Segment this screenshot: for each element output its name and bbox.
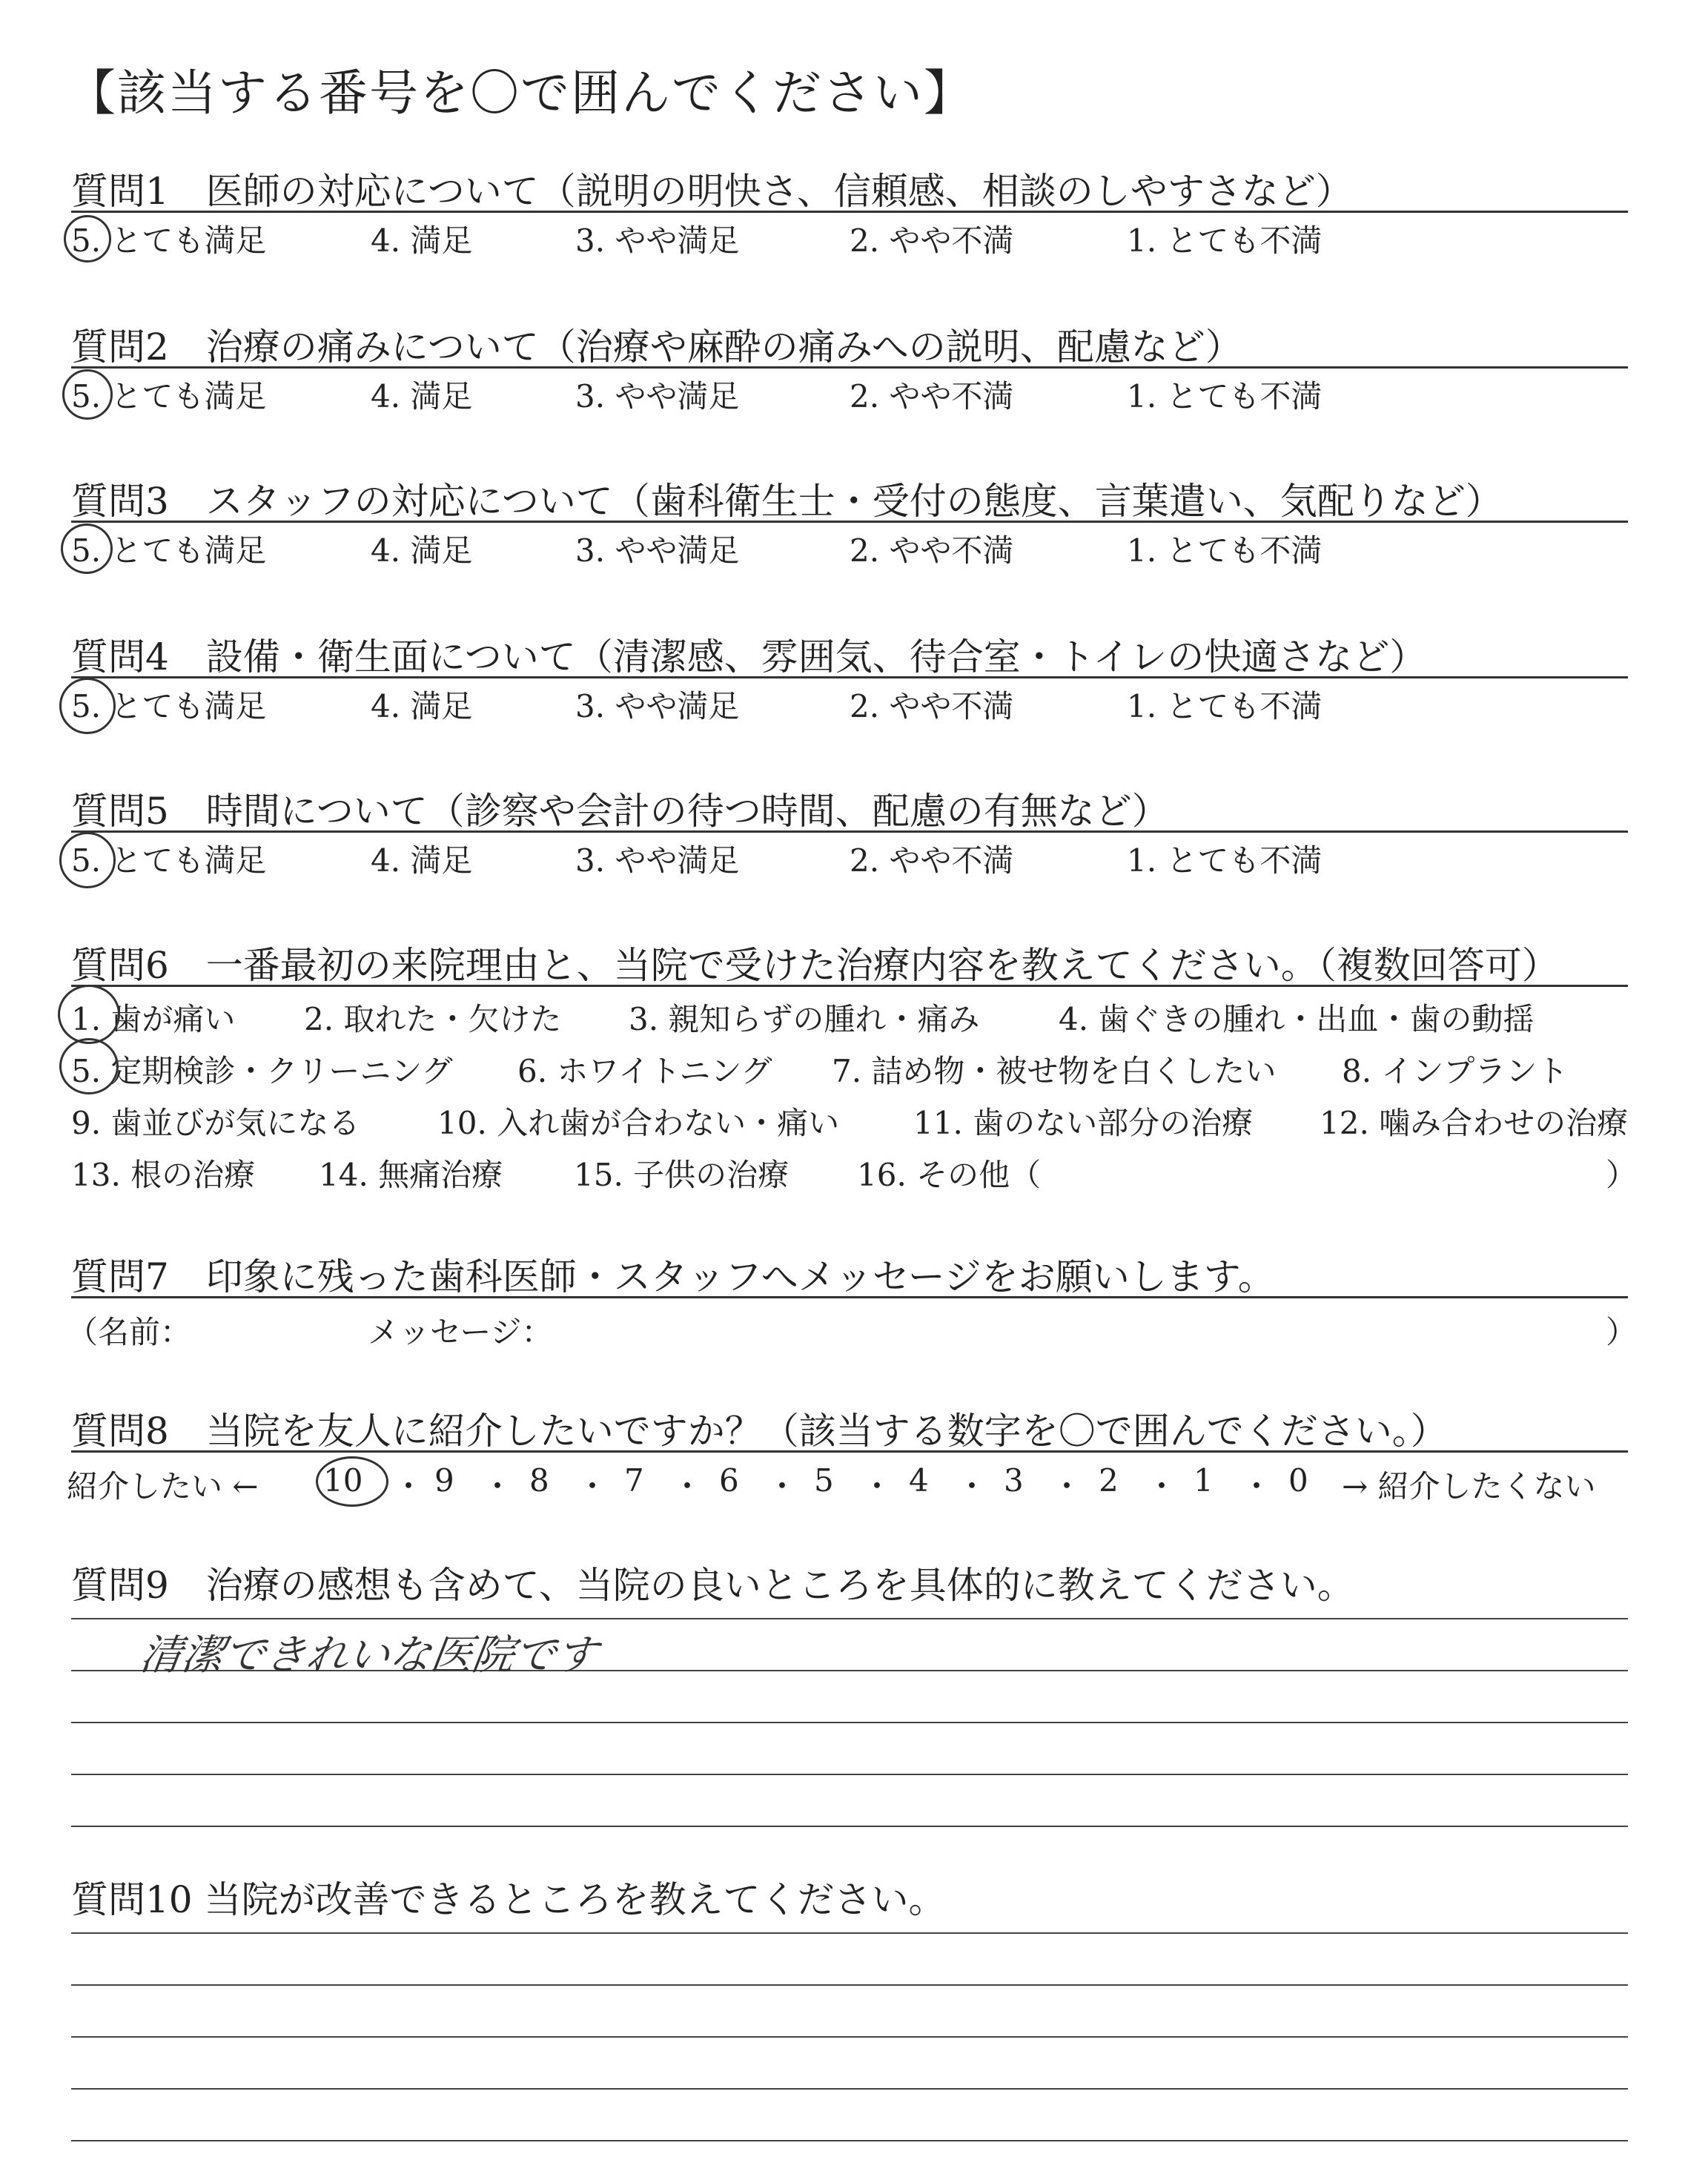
scale-separator: ・ (577, 1468, 609, 1505)
q6-option-2[interactable]: 2. 取れた・欠けた (304, 1001, 562, 1037)
handwritten-answer: 清潔できれいな医院です (136, 1631, 600, 1680)
scale-8[interactable]: 8 (529, 1462, 549, 1499)
q6-option-11[interactable]: 11. 歯のない部分の治療 (913, 1105, 1254, 1141)
message-label: メッセージ： (368, 1314, 553, 1350)
divider (71, 1296, 1628, 1298)
divider (71, 366, 1628, 369)
question-title: 質問7 印象に残った歯科医師・スタッフへメッセージをお願いします。 (71, 1255, 1275, 1298)
q6-option-16[interactable]: 16. その他（ (857, 1157, 1042, 1193)
q6-option-14[interactable]: 14. 無痛治療 (319, 1157, 503, 1193)
recommend-left-label: 紹介したい ← (67, 1468, 259, 1505)
name-label: （名前： (67, 1314, 192, 1350)
option-5[interactable]: 5. とても満足 (71, 378, 267, 415)
answer-line (71, 2088, 1628, 2090)
option-4[interactable]: 4. 満足 (371, 378, 473, 415)
answer-line (71, 1932, 1628, 1934)
q6-option-6[interactable]: 6. ホワイトニング (517, 1053, 772, 1089)
question-title: 質問1 医師の対応について（説明の明快さ、信頼感、相談のしやすさなど） (71, 170, 1353, 213)
question-title: 質問2 治療の痛みについて（治療や麻酔の痛みへの説明、配慮など） (71, 326, 1242, 369)
scale-3[interactable]: 3 (1004, 1462, 1024, 1499)
option-3[interactable]: 3. やや満足 (575, 688, 740, 724)
option-1[interactable]: 1. とても不満 (1127, 222, 1323, 259)
divider (71, 521, 1628, 523)
option-3[interactable]: 3. やや満足 (575, 222, 740, 259)
q6-option-8[interactable]: 8. インプラント (1342, 1053, 1569, 1089)
recommend-right-label: → 紹介したくない (1342, 1468, 1596, 1505)
option-3[interactable]: 3. やや満足 (575, 842, 740, 879)
close-paren: ） (1606, 1157, 1638, 1193)
option-4[interactable]: 4. 満足 (371, 688, 473, 724)
q6-option-13[interactable]: 13. 根の治療 (71, 1157, 256, 1193)
q6-option-4[interactable]: 4. 歯ぐきの腫れ・出血・歯の動揺 (1059, 1001, 1535, 1037)
scale-separator: ・ (1241, 1468, 1273, 1505)
scale-5[interactable]: 5 (814, 1462, 834, 1499)
option-1[interactable]: 1. とても不満 (1127, 842, 1323, 879)
scale-4[interactable]: 4 (909, 1462, 929, 1499)
scale-1[interactable]: 1 (1194, 1462, 1214, 1499)
scale-separator: ・ (956, 1468, 988, 1505)
scale-separator: ・ (1146, 1468, 1178, 1505)
question-title: 質問5 時間について（診察や会計の待つ時間、配慮の有無など） (71, 790, 1169, 833)
scale-separator: ・ (861, 1468, 893, 1505)
answer-line (71, 1722, 1628, 1723)
scale-separator: ・ (1051, 1468, 1083, 1505)
divider (71, 830, 1628, 833)
divider (71, 211, 1628, 213)
q6-option-12[interactable]: 12. 噛み合わせの治療 (1320, 1105, 1629, 1141)
scale-separator: ・ (767, 1468, 798, 1505)
scale-separator: ・ (482, 1468, 514, 1505)
question-title: 質問9 治療の感想も含めて、当院の良いところを具体的に教えてください。 (71, 1564, 1354, 1607)
option-4[interactable]: 4. 満足 (371, 842, 473, 879)
question-title: 質問4 設備・衛生面について（清潔感、雰囲気、待合室・トイレの快適さなど） (71, 635, 1427, 678)
answer-line (71, 2140, 1628, 2141)
scale-separator: ・ (393, 1468, 425, 1505)
option-2[interactable]: 2. やや不満 (850, 222, 1014, 259)
option-2[interactable]: 2. やや不満 (850, 688, 1014, 724)
option-5[interactable]: 5. とても満足 (71, 222, 267, 259)
option-1[interactable]: 1. とても不満 (1127, 532, 1323, 569)
q6-option-15[interactable]: 15. 子供の治療 (574, 1157, 790, 1193)
option-4[interactable]: 4. 満足 (371, 532, 473, 569)
question-title: 質問6 一番最初の来院理由と、当院で受けた治療内容を教えてください。（複数回答可） (71, 944, 1559, 987)
divider (71, 1450, 1628, 1453)
q6-option-10[interactable]: 10. 入れ歯が合わない・痛い (437, 1105, 840, 1141)
option-4[interactable]: 4. 満足 (371, 222, 473, 259)
scale-0[interactable]: 0 (1288, 1462, 1308, 1499)
scale-separator: ・ (672, 1468, 704, 1505)
option-5[interactable]: 5. とても満足 (71, 688, 267, 724)
close-paren: ） (1606, 1314, 1638, 1350)
option-5[interactable]: 5. とても満足 (71, 842, 267, 879)
divider (71, 676, 1628, 678)
scale-6[interactable]: 6 (719, 1462, 739, 1499)
answer-line (71, 1774, 1628, 1775)
q6-option-3[interactable]: 3. 親知らずの腫れ・痛み (629, 1001, 980, 1037)
option-2[interactable]: 2. やや不満 (850, 842, 1014, 879)
question-title: 質問10 当院が改善できるところを教えてください。 (71, 1878, 946, 1921)
option-3[interactable]: 3. やや満足 (575, 378, 740, 415)
q6-option-7[interactable]: 7. 詰め物・被せ物を白くしたい (832, 1053, 1277, 1089)
q6-option-5[interactable]: 5. 定期検診・クリーニング (71, 1053, 453, 1089)
answer-line (71, 1826, 1628, 1827)
divider (71, 985, 1628, 987)
option-2[interactable]: 2. やや不満 (850, 532, 1014, 569)
answer-line (71, 1984, 1628, 1986)
scale-7[interactable]: 7 (624, 1462, 644, 1499)
scale-10[interactable]: 10 (323, 1462, 363, 1499)
q6-option-1[interactable]: 1. 歯が痛い (71, 1001, 236, 1037)
option-1[interactable]: 1. とても不満 (1127, 688, 1323, 724)
scale-2[interactable]: 2 (1099, 1462, 1119, 1499)
answer-line (71, 1618, 1628, 1619)
option-5[interactable]: 5. とても満足 (71, 532, 267, 569)
option-1[interactable]: 1. とても不満 (1127, 378, 1323, 415)
option-3[interactable]: 3. やや満足 (575, 532, 740, 569)
option-2[interactable]: 2. やや不満 (850, 378, 1014, 415)
answer-line (71, 2036, 1628, 2038)
question-title: 質問8 当院を友人に紹介したいですか？（該当する数字を〇で囲んでください。） (71, 1410, 1448, 1453)
form-heading: 【該当する番号を〇で囲んでください】 (67, 65, 974, 122)
scale-9[interactable]: 9 (434, 1462, 454, 1499)
q6-option-9[interactable]: 9. 歯並びが気になる (71, 1105, 360, 1141)
question-title: 質問3 スタッフの対応について（歯科衛生士・受付の態度、言葉遣い、気配りなど） (71, 480, 1503, 523)
